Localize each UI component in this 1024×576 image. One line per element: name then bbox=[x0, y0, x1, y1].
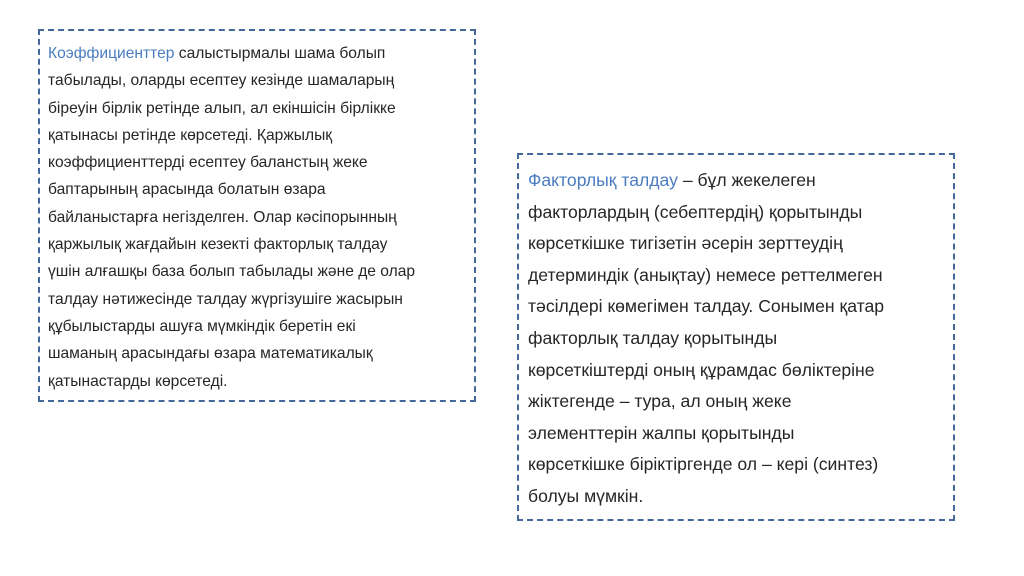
text-fragment: – бұл жекелеген bbox=[677, 170, 816, 190]
text-line: факторлық талдау қорытынды bbox=[528, 327, 778, 348]
text-line: көрсеткішке тигізетін әсерін зерттеудің bbox=[528, 233, 843, 254]
text-line: қаржылық жағдайын кезекті факторлық талдау bbox=[48, 236, 388, 254]
text-line: коэффициенттерді есептеу баланстың жеке bbox=[48, 154, 368, 172]
text-line: үшін алғашқы база болып табылады және де олар bbox=[48, 263, 416, 281]
text-line: талдау нәтижесінде талдау жүргізушіге жасырын bbox=[48, 290, 403, 308]
text-line: факторлардың (себептердің) қорытынды bbox=[528, 201, 863, 222]
text-line: жіктегенде – тура, ал оның жеке bbox=[528, 391, 792, 412]
text-line: болуы мүмкін. bbox=[528, 485, 644, 506]
text-line: байланыстарға негізделген. Олар кәсіпорынның bbox=[48, 208, 397, 226]
text-fragment: салыстырмалы шама болып bbox=[174, 45, 386, 62]
coefficients-definition-box bbox=[38, 29, 476, 402]
text-line: детерминдік (анықтау) немесе реттелмеген bbox=[528, 264, 883, 285]
text-line: шаманың арасындағы өзара математикалық bbox=[48, 345, 373, 363]
text-line bbox=[528, 165, 945, 197]
factor-analysis-definition-box bbox=[517, 153, 955, 521]
text-line: қатынасы ретінде көрсетеді. Қаржылық bbox=[48, 126, 333, 144]
text-line: тәсілдері көмегімен талдау. Сонымен қатар bbox=[528, 296, 885, 317]
text-line: көрсеткішке біріктіргенде ол – кері (синтез) bbox=[528, 454, 879, 475]
text-line: біреуін бірлік ретінде алып, ал екіншісін бірлікке bbox=[48, 99, 396, 117]
text-line bbox=[48, 40, 466, 67]
highlighted-term: Факторлық талдау bbox=[528, 170, 678, 190]
text-line: көрсеткіштерді оның құрамдас бөліктеріне bbox=[528, 359, 875, 380]
text-line: қатынастарды көрсетеді. bbox=[48, 372, 228, 390]
highlighted-term: Коэффициенттер bbox=[48, 45, 175, 62]
text-line: элементтерін жалпы қорытынды bbox=[528, 422, 795, 443]
text-line: табылады, оларды есептеу кезінде шамаларың bbox=[48, 72, 395, 90]
text-line: баптарының арасында болатын өзара bbox=[48, 181, 326, 199]
text-line: құбылыстарды ашуға мүмкіндік беретін екі bbox=[48, 317, 356, 335]
